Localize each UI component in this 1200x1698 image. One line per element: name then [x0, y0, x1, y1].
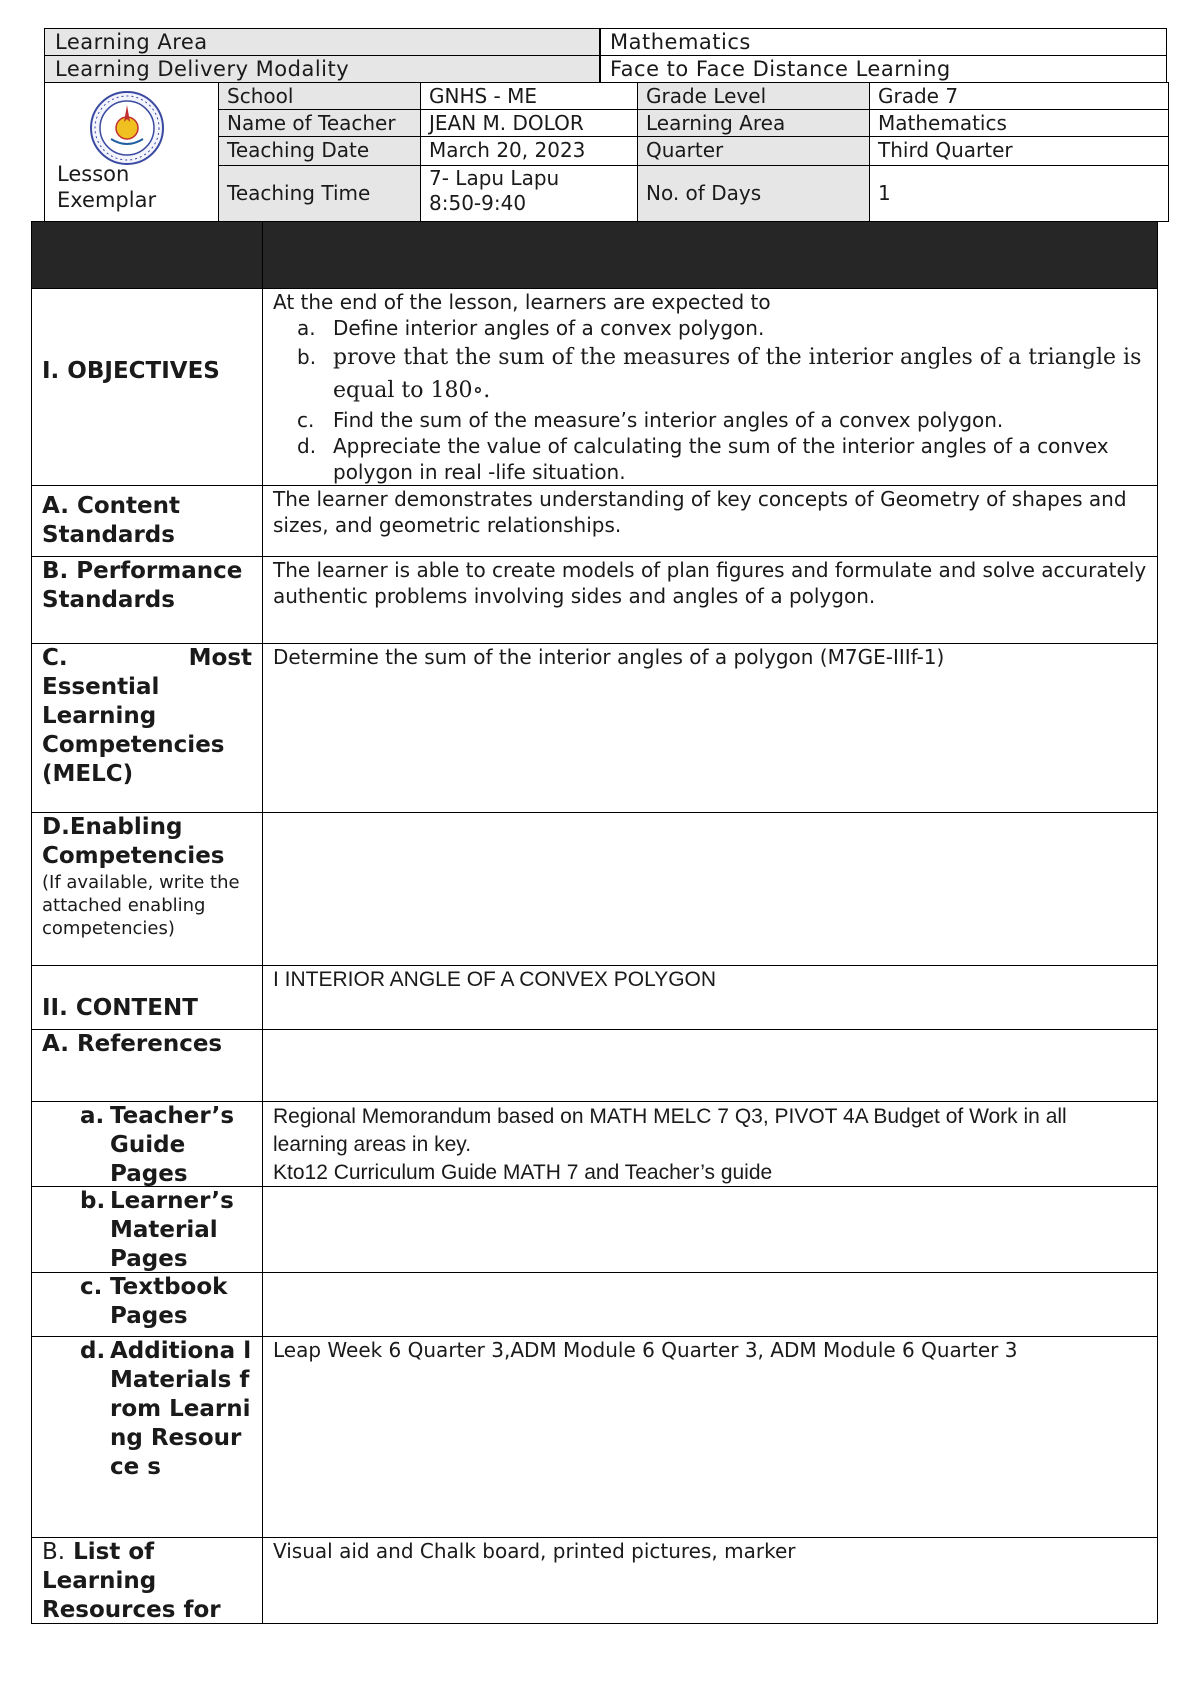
textbook-label: c. Textbook Pages [31, 1272, 263, 1337]
additional-materials-label: d. Additiona l Materials from Learning Resource s [31, 1336, 263, 1538]
performance-standards-text: The learner is able to create models of plan figures and formulate and solve accurately authentic problems involving sides and angles of a polygon. [262, 556, 1158, 644]
content-topic: I INTERIOR ANGLE OF A CONVEX POLYGON [262, 965, 1158, 1030]
teaching-time-value [420, 165, 638, 222]
content-standards-text: The learner demonstrates understanding of key concepts of Geometry of shapes and sizes, and geometric relationships. [262, 485, 1158, 557]
objective-item: d. Appreciate the value of calculating the sum of the interior angles of a convex polygon in real -life situation. [297, 434, 1109, 484]
enabling-competencies-note: (If available, write the attached enabling competencies) [42, 872, 240, 939]
melc-label: C. Most Essential Learning Competencies (MELC) [31, 643, 263, 813]
grade-level-value: Grade 7 [869, 82, 1169, 110]
objective-item: b. prove that the sum of the measures of the interior angles of a triangle is equal to 180∘. [297, 345, 1142, 403]
teaching-time-section: 7- Lapu Lapu [429, 166, 560, 190]
school-value: GNHS - ME [420, 82, 638, 110]
grade-level-label: Grade Level [637, 82, 870, 110]
no-of-days-value: 1 [869, 165, 1169, 222]
learners-material-label: b. Learner’s Material Pages [31, 1186, 263, 1273]
teaching-time-range: 8:50-9:40 [429, 191, 527, 215]
objective-item: a. Define interior angles of a convex polygon. [297, 316, 765, 340]
teaching-date-value: March 20, 2023 [420, 136, 638, 166]
lesson-exemplar-title: Lesson Exemplar [57, 162, 157, 212]
learning-resources-label: B. List of Learning Resources for [31, 1537, 263, 1624]
content-label: II. CONTENT [31, 965, 263, 1030]
objective-item: c. Find the sum of the measure’s interior angles of a convex polygon. [297, 408, 1004, 432]
teaching-time-label: Teaching Time [218, 165, 421, 222]
logo-cell [44, 82, 219, 222]
performance-standards-label: B. Performance Standards [31, 556, 263, 644]
learning-area-info-label: Learning Area [637, 109, 870, 137]
learning-area-info-value: Mathematics [869, 109, 1169, 137]
references-value [262, 1029, 1158, 1102]
learning-area-label: Learning Area [44, 28, 601, 56]
teaching-date-label: Teaching Date [218, 136, 421, 166]
learning-area-value: Mathematics [599, 28, 1167, 56]
teachers-guide-text: Regional Memorandum based on MATH MELC 7 Q3, PIVOT 4A Budget of Work in all learning areas in key. Kto12 Curriculum Guide MATH 7 and Teacher’s guide [262, 1101, 1158, 1187]
teacher-name-label: Name of Teacher [218, 109, 421, 137]
quarter-label: Quarter [637, 136, 870, 166]
delivery-modality-label: Learning Delivery Modality [44, 55, 601, 83]
teacher-name-value: JEAN M. DOLOR [420, 109, 638, 137]
school-label: School [218, 82, 421, 110]
references-label: A. References [31, 1029, 263, 1102]
main-header-left [31, 221, 263, 289]
main-header-right [262, 221, 1158, 289]
learners-material-value [262, 1186, 1158, 1273]
additional-materials-text: Leap Week 6 Quarter 3,ADM Module 6 Quarter 3, ADM Module 6 Quarter 3 [262, 1336, 1158, 1538]
teachers-guide-label: a. Teacher’s Guide Pages [31, 1101, 263, 1187]
enabling-competencies-label: D.Enabling Competencies (If available, write the attached enabling competencies) [31, 812, 263, 966]
content-standards-label: A. Content Standards [31, 485, 263, 557]
objectives-content [262, 288, 1158, 486]
no-of-days-label: No. of Days [637, 165, 870, 222]
melc-text: Determine the sum of the interior angles of a polygon (M7GE-IIIf-1) [262, 643, 1158, 813]
quarter-value: Third Quarter [869, 136, 1169, 166]
objectives-label: I. OBJECTIVES [31, 288, 263, 486]
enabling-competencies-value [262, 812, 1158, 966]
textbook-value [262, 1272, 1158, 1337]
delivery-modality-value: Face to Face Distance Learning [599, 55, 1167, 83]
learning-resources-text: Visual aid and Chalk board, printed pictures, marker [262, 1537, 1158, 1624]
deped-seal-logo [83, 89, 171, 167]
objectives-intro: At the end of the lesson, learners are expected to [273, 290, 771, 314]
